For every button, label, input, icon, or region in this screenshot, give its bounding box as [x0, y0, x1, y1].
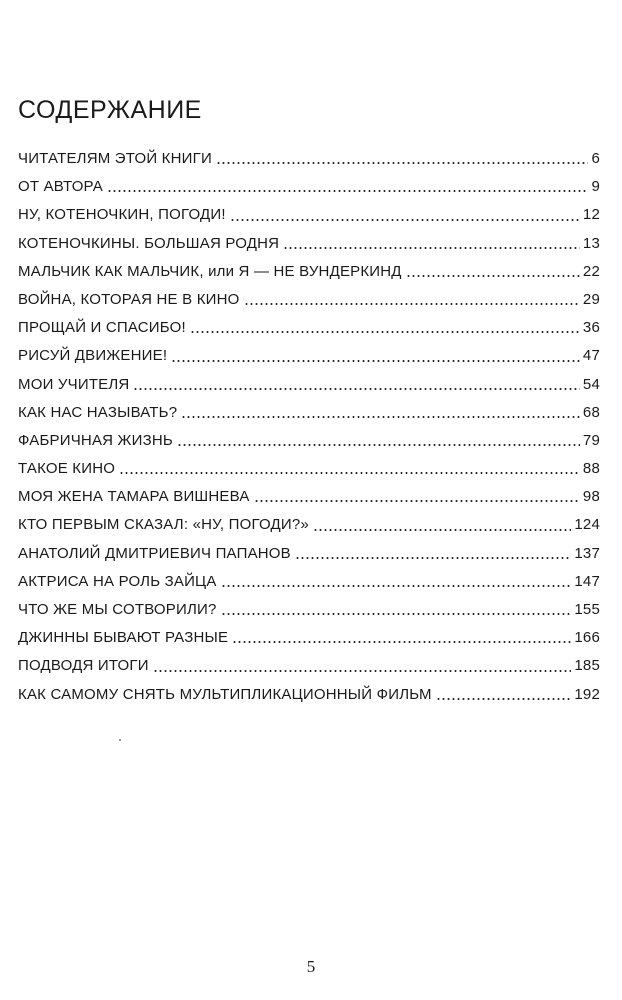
page-number: 5: [306, 957, 316, 976]
toc-entry-title: ЧИТАТЕЛЯМ ЭТОЙ КНИГИ: [18, 150, 212, 167]
toc-entry-page: 98: [582, 488, 600, 506]
toc-entry-page: 124: [574, 516, 600, 534]
toc-entry: [18, 286, 600, 314]
toc-entry-title: НУ, КОТЕНОЧКИН, ПОГОДИ!: [18, 206, 226, 224]
contents-list: [18, 145, 600, 709]
toc-entry-page: 54: [582, 375, 600, 393]
toc-entry-page: 166: [574, 629, 600, 647]
toc-dot-leader: [436, 698, 572, 700]
toc-dot-leader: [133, 388, 579, 390]
toc-entry-title: КАК САМОМУ СНЯТЬ МУЛЬТИПЛИКАЦИОННЫЙ ФИЛЬМ: [18, 685, 432, 703]
toc-entry: [18, 681, 600, 709]
toc-entry-title: ПОДВОДЯ ИТОГИ: [18, 657, 149, 675]
toc-dot-leader: [406, 275, 580, 277]
toc-entry-page: 29: [582, 290, 600, 308]
toc-entry-title: ВОЙНА, КОТОРАЯ НЕ В КИНО: [18, 290, 240, 308]
toc-entry-page: 185: [574, 657, 600, 675]
toc-entry: [18, 427, 600, 455]
toc-entry: [18, 540, 600, 568]
toc-dot-leader: [295, 557, 571, 559]
toc-dot-leader: [244, 303, 580, 305]
toc-dot-leader: [171, 360, 580, 362]
toc-entry-page: 47: [582, 347, 600, 365]
toc-entry-title: ТАКОЕ КИНО: [18, 460, 116, 478]
toc-entry: [18, 596, 600, 624]
toc-entry: [18, 568, 600, 596]
toc-entry-page: 137: [574, 544, 600, 562]
toc-entry: [18, 314, 600, 342]
toc-dot-leader: [177, 444, 580, 446]
print-speck: [119, 739, 121, 741]
toc-entry-title: КОТЕНОЧКИНЫ. БОЛЬШАЯ РОДНЯ: [18, 234, 280, 252]
toc-entry: [18, 652, 600, 680]
toc-entry-title: ПРОЩАЙ И СПАСИБО!: [18, 319, 186, 337]
toc-entry-title: ДЖИННЫ БЫВАЮТ РАЗНЫЕ: [18, 629, 229, 647]
toc-entry-page: 147: [574, 572, 600, 590]
toc-entry-page: 68: [582, 403, 600, 421]
toc-entry-page: 36: [582, 319, 600, 337]
toc-entry-page: 88: [582, 460, 600, 478]
toc-entry: [18, 342, 600, 370]
toc-entry-title: РИСУЙ ДВИЖЕНИЕ!: [18, 347, 168, 365]
toc-entry-title: АКТРИСА НА РОЛЬ ЗАЙЦА: [18, 572, 217, 590]
toc-entry-page: 12: [582, 206, 600, 224]
toc-entry: [18, 145, 600, 173]
toc-entry: [18, 511, 600, 539]
toc-entry-page: 79: [582, 431, 600, 449]
toc-dot-leader: [107, 190, 588, 192]
toc-entry-title: КАК НАС НАЗЫВАТЬ?: [18, 403, 178, 421]
toc-entry-page: 192: [574, 685, 600, 703]
toc-entry: [18, 258, 600, 286]
toc-entry: [18, 455, 600, 483]
toc-entry: [18, 371, 600, 399]
toc-dot-leader: [190, 331, 580, 333]
toc-entry-title: ФАБРИЧНАЯ ЖИЗНЬ: [18, 431, 173, 449]
toc-dot-leader: [230, 219, 580, 221]
toc-dot-leader: [221, 585, 572, 587]
toc-entry-page: 9: [591, 178, 600, 196]
toc-entry-page: 22: [582, 262, 600, 280]
toc-entry-page: 6: [591, 150, 600, 167]
toc-dot-leader: [232, 641, 571, 643]
toc-entry: [18, 201, 600, 229]
toc-dot-leader: [221, 613, 572, 615]
toc-entry: [18, 399, 600, 427]
toc-entry-title: ЧТО ЖЕ МЫ СОТВОРИЛИ?: [18, 601, 217, 618]
toc-dot-leader: [254, 500, 580, 502]
toc-entry: [18, 483, 600, 511]
toc-entry-title: АНАТОЛИЙ ДМИТРИЕВИЧ ПАПАНОВ: [18, 544, 291, 562]
toc-dot-leader: [313, 529, 571, 531]
toc-entry: [18, 173, 600, 201]
toc-entry: [18, 230, 600, 258]
toc-dot-leader: [181, 416, 580, 418]
toc-dot-leader: [153, 670, 572, 672]
toc-entry-title: ОТ АВТОРА: [18, 178, 103, 196]
toc-entry-title: КТО ПЕРВЫМ СКАЗАЛ: «НУ, ПОГОДИ?»: [18, 516, 309, 534]
toc-entry-title: МОИ УЧИТЕЛЯ: [18, 375, 130, 393]
toc-entry: [18, 624, 600, 652]
toc-dot-leader: [283, 247, 580, 249]
toc-entry-page: 13: [582, 234, 600, 252]
toc-entry-page: 155: [574, 601, 600, 618]
toc-dot-leader: [119, 472, 580, 474]
contents-heading: СОДЕРЖАНИЕ: [18, 96, 202, 124]
toc-entry-title: МАЛЬЧИК КАК МАЛЬЧИК, или Я — НЕ ВУНДЕРКИНД: [18, 262, 402, 280]
toc-entry-title: МОЯ ЖЕНА ТАМАРА ВИШНЕВА: [18, 488, 250, 506]
toc-dot-leader: [216, 162, 589, 164]
